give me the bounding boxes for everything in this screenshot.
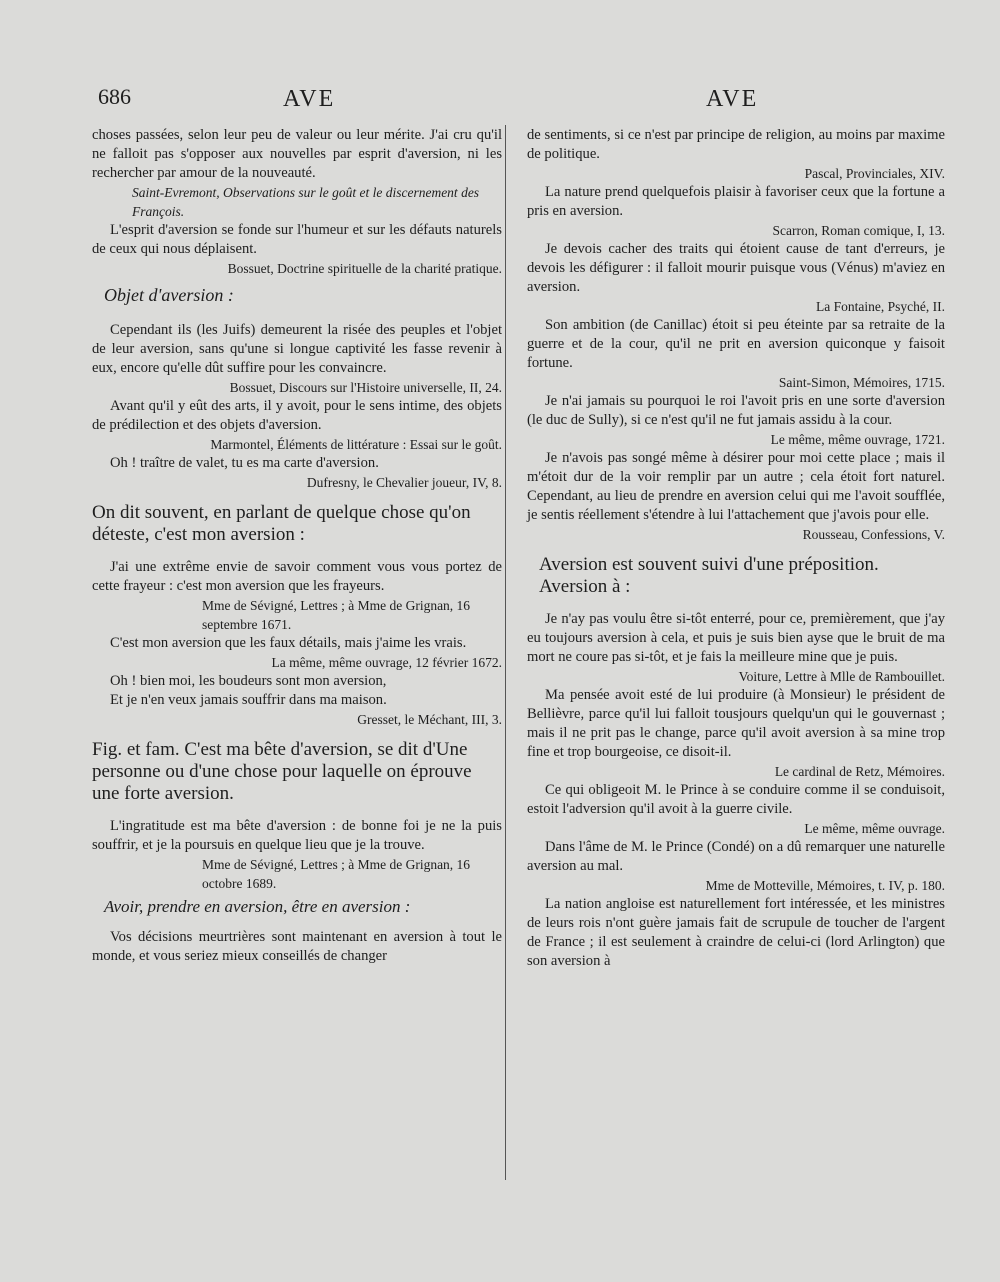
citation: Dufresny, le Chevalier joueur, IV, 8. bbox=[306, 475, 502, 490]
paragraph: La nation angloise est naturellement fort intéressée, et les ministres de leurs rois n'ont guère jamais fait de scrupule de toucher de l'argent de France ; il est seulement à craindre de celui-ci (lord Arlington) que son aversion à bbox=[527, 896, 945, 969]
paragraph: Ma pensée avoit esté de lui produire (à Monsieur) le président de Bellièvre, parce qu'il lui falloit tousjours quelqu'un qui le gouvernast ; mais il ne prit pas le change, parce qu'il avoit aversion à sa mine trop fine et trop bourgeoise, ce disoit-il. bbox=[527, 687, 945, 760]
citation: Mme de Motteville, Mémoires, t. IV, p. 180. bbox=[705, 878, 945, 893]
left-column bbox=[92, 126, 502, 966]
running-head-right: AVE bbox=[706, 86, 759, 112]
section-heading: Avoir, prendre en aversion, être en aversion : bbox=[104, 897, 411, 916]
citation: Voiture, Lettre à Mlle de Rambouillet. bbox=[738, 669, 945, 684]
citation: La Fontaine, Psyché, II. bbox=[816, 299, 945, 314]
citation: Le cardinal de Retz, Mémoires. bbox=[774, 764, 945, 779]
paragraph: Je devois cacher des traits qui étoient cause de tant d'erreurs, je devois les défigurer : il falloit mourir puisque vous (Vénus) m'aviez en aversion. bbox=[527, 241, 945, 295]
paragraph: L'esprit d'aversion se fonde sur l'humeur et sur les défauts naturels de ceux qui nous déplaisent. bbox=[92, 222, 502, 257]
paragraph: Je n'avois pas songé même à désirer pour moi cette place ; mais il m'étoit dur de la voir remplir par un autre ; cela étoit fort naturel. Cependant, au lieu de prendre en aversion celui qui me l'avoit soufflée, je sentis réellement s'étendre à lui l'attachement que j'avois pour elle. bbox=[527, 450, 945, 523]
citation: Mme de Sévigné, Lettres ; à Mme de Grignan, 16 septembre 1671. bbox=[202, 598, 471, 632]
citation: Scarron, Roman comique, I, 13. bbox=[772, 223, 945, 238]
citation: Saint-Evremont, Observations sur le goût et le discernement des François. bbox=[132, 185, 480, 219]
verse-line: Oh ! bien moi, les boudeurs sont mon aversion, bbox=[110, 673, 387, 689]
section-heading: Fig. et fam. C'est ma bête d'aversion, se dit d'Une personne ou d'une chose pour laquelle on éprouve une forte aversion. bbox=[92, 739, 472, 804]
section-heading: Objet d'aversion : bbox=[104, 285, 234, 305]
paragraph: choses passées, selon leur peu de valeur ou leur mérite. J'ai cru qu'il ne falloit pas s'opposer aux nouvelles par esprit d'aversion, ni les rechercher par amour de la nouveauté. bbox=[92, 127, 502, 181]
paragraph: Oh ! traître de valet, tu es ma carte d'aversion. bbox=[110, 455, 379, 471]
citation: Gresset, le Méchant, III, 3. bbox=[357, 712, 502, 727]
running-head-left: AVE bbox=[283, 86, 336, 112]
citation: Le même, même ouvrage, 1721. bbox=[770, 432, 945, 447]
paragraph: Cependant ils (les Juifs) demeurent la risée des peuples et l'objet de leur aversion, sans qu'une si longue captivité les fasse revenir à eux, encore qu'elle dût suffire pour les convaincre. bbox=[92, 322, 502, 376]
paragraph: J'ai une extrême envie de savoir comment vous vous portez de cette frayeur : c'est mon aversion que les frayeurs. bbox=[92, 559, 502, 594]
paragraph: Avant qu'il y eût des arts, il y avoit, pour le sens intime, des objets de prédilection et des objets d'aversion. bbox=[92, 398, 502, 433]
paragraph: Ce qui obligeoit M. le Prince à se conduire comme il se conduisoit, estoit l'adversion qu'il avoit à la guerre civile. bbox=[527, 782, 945, 817]
citation: Saint-Simon, Mémoires, 1715. bbox=[778, 375, 945, 390]
section-heading: On dit souvent, en parlant de quelque chose qu'on déteste, c'est mon aversion : bbox=[92, 502, 471, 545]
paragraph: Vos décisions meurtrières sont maintenant en aversion à tout le monde, et vous seriez mieux conseillés de changer bbox=[92, 929, 502, 964]
paragraph: Je n'ay pas voulu être si-tôt enterré, pour ce, premièrement, que j'ay eu toujours aversion à cela, et puis je suis bien ayse que le bruit de ma mort ne coure pas si-tôt, et je fais la meilleure mine que je puis. bbox=[527, 611, 945, 665]
citation: La même, même ouvrage, 12 février 1672. bbox=[271, 655, 502, 670]
citation: Marmontel, Éléments de littérature : Essai sur le goût. bbox=[210, 437, 502, 452]
citation: Mme de Sévigné, Lettres ; à Mme de Grignan, 16 octobre 1689. bbox=[202, 857, 471, 891]
citation: Rousseau, Confessions, V. bbox=[802, 527, 945, 542]
citation: Le même, même ouvrage. bbox=[804, 821, 945, 836]
section-heading: Aversion est souvent suivi d'une préposition. Aversion à : bbox=[539, 554, 879, 597]
paragraph: L'ingratitude est ma bête d'aversion : de bonne foi je ne la puis souffrir, et je la poursuis en quelque lieu que je la trouve. bbox=[92, 818, 502, 853]
citation: Bossuet, Discours sur l'Histoire universelle, II, 24. bbox=[229, 380, 502, 395]
column-divider bbox=[505, 125, 506, 1180]
paragraph: C'est mon aversion que les faux détails, mais j'aime les vrais. bbox=[110, 635, 467, 651]
page-number: 686 bbox=[98, 84, 131, 109]
right-column bbox=[527, 126, 945, 971]
paragraph: La nature prend quelquefois plaisir à favoriser ceux que la fortune a pris en aversion. bbox=[527, 184, 945, 219]
paragraph: Son ambition (de Canillac) étoit si peu éteinte par sa retraite de la guerre et de la cour, qu'il ne prit en aversion quiconque y faisoit fortune. bbox=[527, 317, 945, 371]
verse-line: Et je n'en veux jamais souffrir dans ma maison. bbox=[110, 692, 387, 708]
paragraph: Dans l'âme de M. le Prince (Condé) on a dû remarquer une naturelle aversion au mal. bbox=[527, 839, 945, 874]
paragraph: de sentiments, si ce n'est par principe de religion, au moins par maxime de politique. bbox=[527, 127, 945, 162]
paragraph: Je n'ai jamais su pourquoi le roi l'avoit pris en une sorte d'aversion (le duc de Sully), si ce n'est qu'il ne fut jamais assidu à la cour. bbox=[527, 393, 945, 428]
citation: Pascal, Provinciales, XIV. bbox=[804, 166, 945, 181]
citation: Bossuet, Doctrine spirituelle de la charité pratique. bbox=[227, 261, 502, 276]
